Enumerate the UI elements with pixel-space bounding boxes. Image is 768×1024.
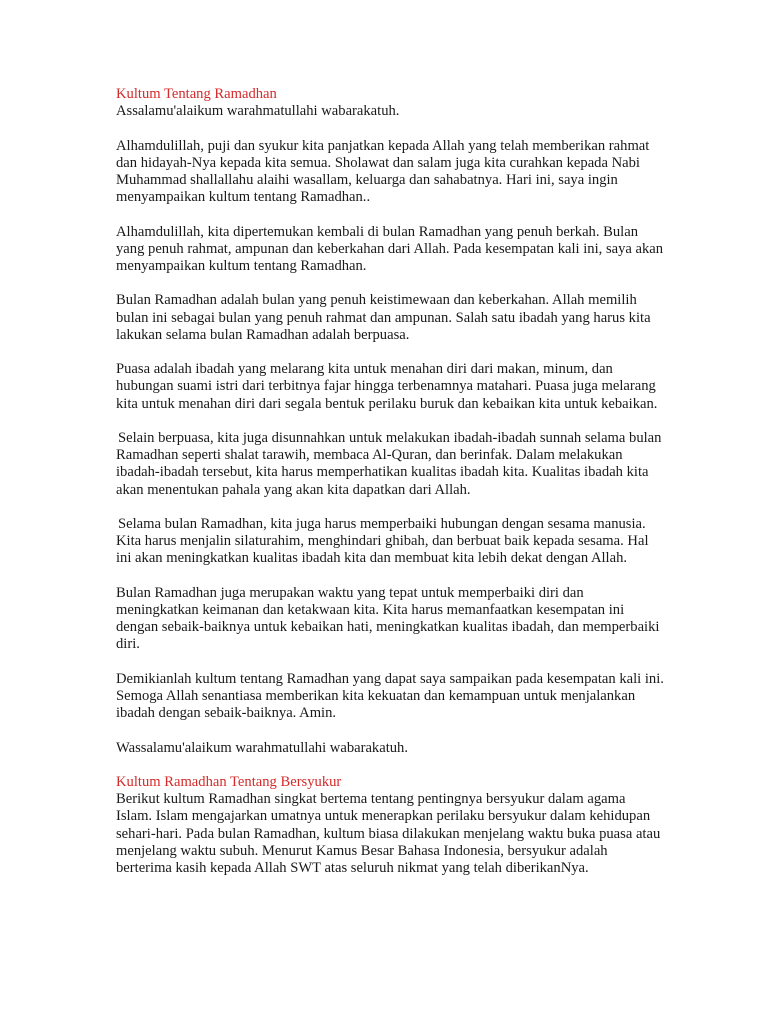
paragraph-conclusion: Demikianlah kultum tentang Ramadhan yang dapat saya sampaikan pada kesempatan kali ini. Semoga Allah senantiasa memberikan kita kekuatan dan kemampuan untuk menjalankan ibadah dengan sebaik-baiknya. Amin.: [116, 670, 664, 722]
paragraph-opening: Alhamdulillah, puji dan syukur kita panjatkan kepada Allah yang telah memberikan rahmat dan hidayah-Nya kepada kita semua. Sholawat dan salam juga kita curahkan kepada Nabi Muhammad shallallahu alaihi wasallam, keluarga dan sahabatnya. Hari ini, saya ingin menyampaikan kultum tentang Ramadhan..: [116, 137, 650, 206]
paragraph-bersyukur: Berikut kultum Ramadhan singkat bertema tentang pentingnya bersyukur dalam agama Islam. Islam mengajarkan umatnya untuk menerapkan perilaku bersyukur dalam kehidupan sehari-hari. Pada bulan Ramadhan, kultum biasa dilakukan menjelang waktu buka puasa atau menjelang waktu subuh. Menurut Kamus Besar Bahasa Indonesia, bersyukur adalah berterima kasih kepada Allah SWT atas seluruh nikmat yang telah diberikanNya.: [116, 791, 661, 876]
section-title-bersyukur: Kultum Ramadhan Tentang Bersyukur: [116, 773, 342, 790]
paragraph-fasting: Puasa adalah ibadah yang melarang kita untuk menahan diri dari makan, minum, dan hubungan suami istri dari terbitnya fajar hingga terbenamnya matahari. Puasa juga melarang kita untuk menahan diri dari segala bentuk perilaku buruk dan kebaikan kita untuk kebaikan.: [116, 361, 658, 412]
greeting: Assalamu'alaikum warahmatullahi wabarakatuh.: [116, 103, 400, 120]
paragraph-human-relations: Selama bulan Ramadhan, kita juga harus memperbaiki hubungan dengan sesama manusia. Kita harus menjalin silaturahim, menghindari ghibah, dan berbuat baik kepada sesama. Hal ini akan meningkatkan kualitas ibadah kita dan membuat kita lebih dekat dengan Allah.: [116, 515, 649, 567]
closing-greeting: Wassalamu'alaikum warahmatullahi wabarakatuh.: [116, 739, 409, 756]
section-title-kultum-ramadhan: Kultum Tentang Ramadhan: [116, 86, 277, 102]
paragraph-self-improvement: Bulan Ramadhan juga merupakan waktu yang tepat untuk memperbaiki diri dan meningkatkan keimanan dan ketakwaan kita. Kita harus memanfaatkan kesempatan ini dengan sebaik-baiknya untuk kebaikan hati, meningkatkan kualitas ibadah, dan memperbaiki diri.: [116, 584, 660, 653]
paragraph-sunnah-worship: Selain berpuasa, kita juga disunnahkan untuk melakukan ibadah-ibadah sunnah selama bulan Ramadhan seperti shalat tarawih, membaca Al-Quran, dan berinfak. Dalam melakukan ibadah-ibadah tersebut, kita harus memperhatikan kualitas ibadah kita. Kualitas ibadah kita akan menentukan pahala yang akan kita dapatkan dari Allah.: [116, 429, 662, 498]
document-page: [116, 86, 664, 877]
paragraph-special-month: Bulan Ramadhan adalah bulan yang penuh keistimewaan dan keberkahan. Allah memilih bulan ini sebagai bulan yang penuh rahmat dan ampunan. Salah satu ibadah yang harus kita lakukan selama bulan Ramadhan adalah berpuasa.: [116, 292, 651, 343]
paragraph-meeting-ramadhan: Alhamdulillah, kita dipertemukan kembali di bulan Ramadhan yang penuh berkah. Bulan yang penuh rahmat, ampunan dan keberkahan dari Allah. Pada kesempatan kali ini, saya akan menyampaikan kultum tentang Ramadhan.: [116, 223, 664, 274]
